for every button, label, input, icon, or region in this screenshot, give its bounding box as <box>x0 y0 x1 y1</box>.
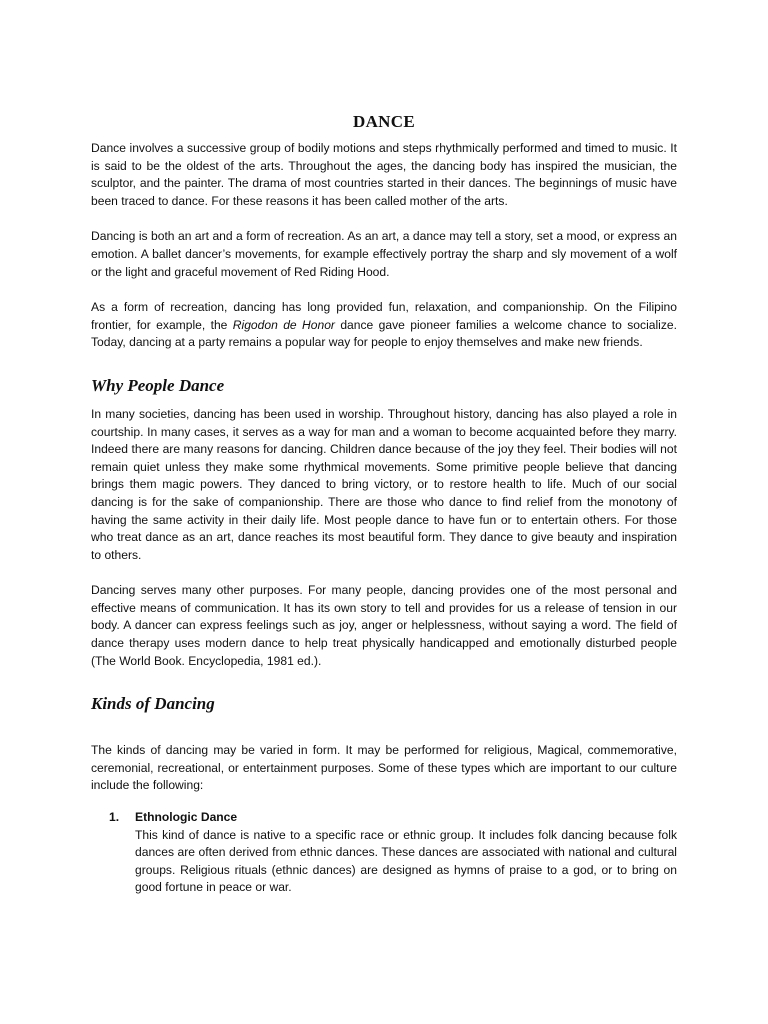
kinds-list <box>91 809 677 897</box>
list-item-text: This kind of dance is native to a specific race or ethnic group. It includes folk dancing because folk dances are often derived from ethnic dances. These dances are associated with national and cultural groups. Religious rituals (ethnic dances) are designed as hymns of praise to a god, or to bring on good fortune in peace or war. <box>135 827 677 895</box>
list-item <box>91 809 677 897</box>
intro-paragraph-3-start: As a form of recreation, dancing has long provided fun, relaxation, and companionship. On the Filipino frontier, for example, the <box>91 300 677 332</box>
intro-paragraph-3 <box>91 299 677 352</box>
kinds-paragraph-1: The kinds of dancing may be varied in form. It may be performed for religious, Magical, commemorative, ceremonial, recreational, or entertainment purposes. Some of these types which are important to our culture include the following: <box>91 743 677 793</box>
rigodon-de-honor-italic: Rigodon de Honor <box>232 317 335 332</box>
list-item-body <box>135 809 677 897</box>
intro-paragraph-2: Dancing is both an art and a form of recreation. As an art, a dance may tell a story, set a mood, or express an emotion. A ballet dancer’s movements, for example effectively portray the sharp and sly movement of a wolf or the light and graceful movement of Red Riding Hood. <box>91 229 677 279</box>
intro-paragraph-3-end: dance gave pioneer families a welcome chance to socialize. Today, dancing at a party remains a popular way for people to enjoy themselves and make new friends. <box>91 317 677 350</box>
list-item-number: 1. <box>109 810 120 825</box>
list-item-title: Ethnologic Dance <box>135 810 238 825</box>
page-title: DANCE <box>353 112 415 131</box>
why-people-dance-heading: Why People Dance <box>91 375 225 395</box>
intro-paragraph-1: Dance involves a successive group of bodily motions and steps rhythmically performed and timed to music. It is said to be the oldest of the arts. Throughout the ages, the dancing body has inspired the musician, the sculptor, and the painter. The drama of most countries started in their dances. The beginnings of music have been traced to dance. For these reasons it has been called mother of the arts. <box>91 141 677 208</box>
why-paragraph-2: Dancing serves many other purposes. For many people, dancing provides one of the most personal and effective means of communication. It has its own story to tell and provides for us a release of tension in our body. A dancer can express feelings such as joy, anger or helplessness, without saying a word. The field of dance therapy uses modern dance to help treat physically handicapped and emotionally disturbed people (The World Book. Encyclopedia, 1981 ed.). <box>91 583 677 668</box>
why-paragraph-1: In many societies, dancing has been used in worship. Throughout history, dancing has also played a role in courtship. In many cases, it serves as a way for man and a woman to become acquainted before they marry. Indeed there are many reasons for dancing. Children dance because of the joy they feel. Their bodies will not remain quiet unless they make some rhythmical movements. Some primitive people believe that dancing brings them magic powers. They danced to bring victory, or to restore health to life. Much of our social dancing is for the sake of companionship. There are those who dance to find relief from the monotony of having the same activity in their daily life. Most people dance to have fun or to entertain others. For those who treat dance as an art, dance reaches its most beautiful form. They dance to give beauty and inspiration to others. <box>91 406 677 562</box>
kinds-of-dancing-heading: Kinds of Dancing <box>91 694 215 714</box>
